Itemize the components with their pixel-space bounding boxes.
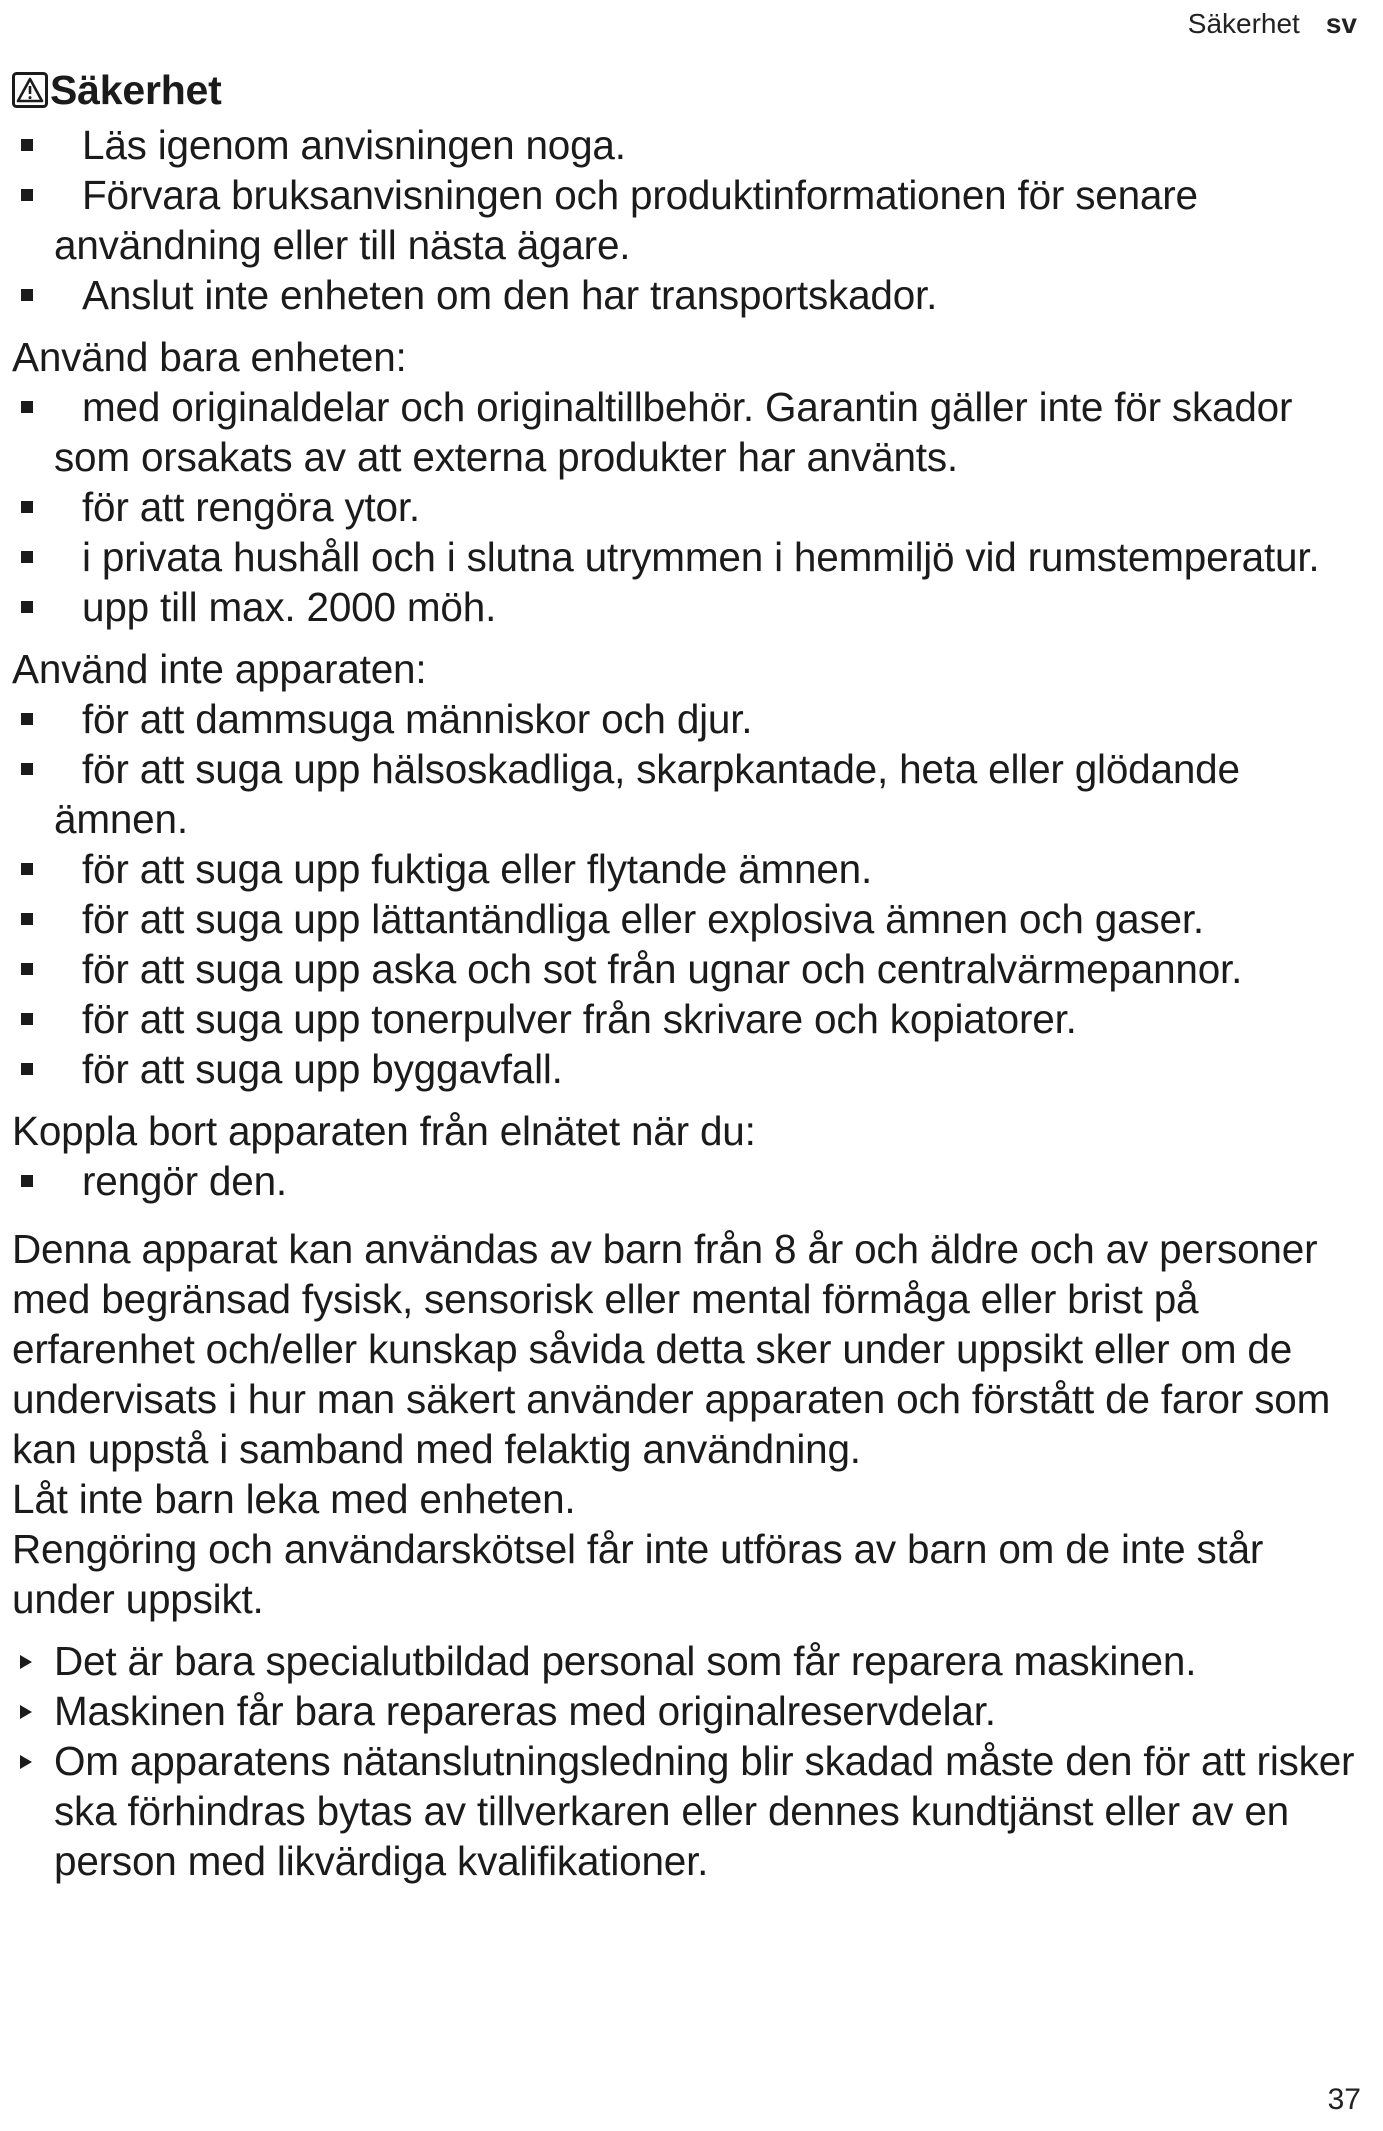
list-item: rengör den. xyxy=(12,1156,1362,1206)
running-header xyxy=(1188,8,1357,40)
general-safety-list xyxy=(12,120,1362,320)
do-not-use-list xyxy=(12,694,1362,1094)
list-item: upp till max. 2000 möh. xyxy=(12,582,1362,632)
list-item: för att suga upp aska och sot från ugnar och centralvärmepannor. xyxy=(12,944,1362,994)
arrow-bullet-icon xyxy=(20,1755,32,1769)
header-language: sv xyxy=(1325,8,1357,39)
list-item: i privata hushåll och i slutna utrymmen i hemmiljö vid rumstemperatur. xyxy=(12,532,1362,582)
list-item: Läs igenom anvisningen noga. xyxy=(12,120,1362,170)
arrow-bullet-icon xyxy=(20,1655,32,1669)
list-item: för att suga upp byggavfall. xyxy=(12,1044,1362,1094)
warning-icon xyxy=(12,72,48,108)
header-section: Säkerhet xyxy=(1187,8,1300,39)
use-only-list xyxy=(12,382,1362,632)
page-title: Säkerhet xyxy=(50,67,222,113)
disconnect-intro: Koppla bort apparaten från elnätet när du: xyxy=(12,1108,756,1154)
instruction-item: Om apparatens nätanslutningsledning blir skadad måste den för att risker ska förhindras bytas av tillverkaren eller dennes kundtjänst eller av en person med likvärdiga kvalifikationer. xyxy=(12,1736,1362,1886)
instruction-item: Det är bara specialutbildad personal som får reparera maskinen. xyxy=(12,1636,1362,1686)
instruction-item: Maskinen får bara repareras med originalreservdelar. xyxy=(12,1686,1362,1736)
do-not-use-intro: Använd inte apparaten: xyxy=(12,646,427,692)
section-heading xyxy=(12,62,1362,118)
list-item: Förvara bruksanvisningen och produktinformationen för senare användning eller till nästa ägare. xyxy=(12,170,1362,270)
disconnect-list xyxy=(12,1156,1362,1206)
list-item: Anslut inte enheten om den har transportskador. xyxy=(12,270,1362,320)
list-item: för att suga upp tonerpulver från skrivare och kopiatorer. xyxy=(12,994,1362,1044)
list-item: för att suga upp lättantändliga eller explosiva ämnen och gaser. xyxy=(12,894,1362,944)
page-number: 37 xyxy=(1327,2083,1361,2116)
arrow-bullet-icon xyxy=(20,1705,32,1719)
children-paragraph: Denna apparat kan användas av barn från 8 år och äldre och av personer med begränsad fysisk, sensorisk eller mental förmåga eller brist på erfarenhet och/eller kunskap såvida detta sker under uppsikt eller om de undervisats i hur man säkert använder apparaten och förstått de faror som kan uppstå i samband med felaktig användning. xyxy=(12,1226,1331,1472)
list-item: med originaldelar och originaltillbehör. Garantin gäller inte för skador som orsakats av att externa produkter har använts. xyxy=(12,382,1362,482)
repair-instructions xyxy=(12,1636,1362,1886)
list-item: för att suga upp fuktiga eller flytande ämnen. xyxy=(12,844,1362,894)
list-item: för att suga upp hälsoskadliga, skarpkantade, heta eller glödande ämnen. xyxy=(12,744,1362,844)
no-play-paragraph: Låt inte barn leka med enheten. xyxy=(12,1476,576,1522)
list-item: för att dammsuga människor och djur. xyxy=(12,694,1362,744)
use-only-intro: Använd bara enheten: xyxy=(12,334,407,380)
document-body xyxy=(12,62,1362,1886)
list-item: för att rengöra ytor. xyxy=(12,482,1362,532)
cleaning-paragraph: Rengöring och användarskötsel får inte utföras av barn om de inte står under uppsikt. xyxy=(12,1526,1264,1622)
